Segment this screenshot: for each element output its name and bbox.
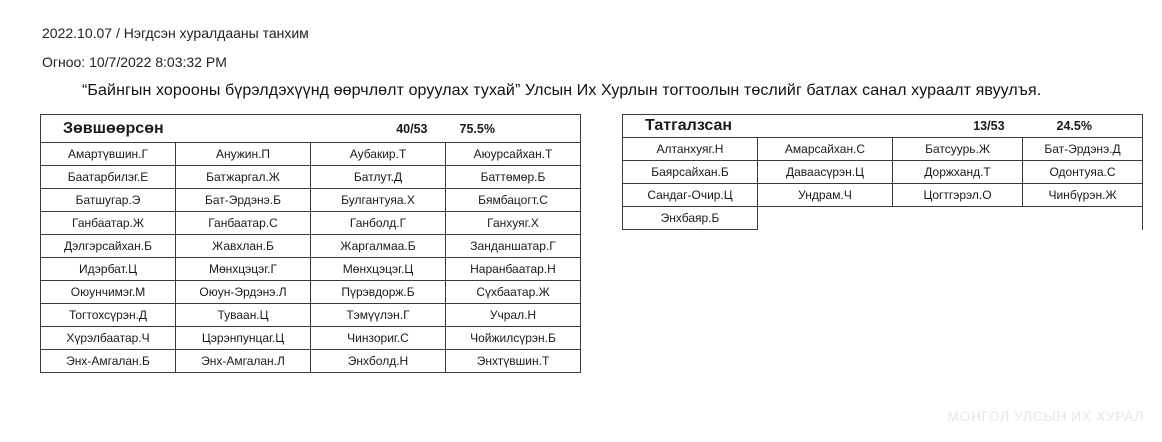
member-name-cell: Сандаг-Очир.Ц — [623, 184, 758, 207]
print-timestamp: Огноо: 10/7/2022 8:03:32 PM — [42, 54, 227, 70]
session-date-place: 2022.10.07 / Нэгдсэн хуралдааны танхим — [42, 25, 309, 41]
member-name-cell: Бямбацогт.С — [446, 189, 581, 212]
reject-count: 13/53 — [893, 115, 1023, 138]
member-name-cell: Мөнхцэцэг.Г — [176, 258, 311, 281]
table-row — [41, 258, 581, 281]
member-name-cell: Аюурсайхан.Т — [446, 143, 581, 166]
member-name-cell: Ганхуяг.Х — [446, 212, 581, 235]
table-row — [41, 304, 581, 327]
member-name-cell: Жаргалмаа.Б — [311, 235, 446, 258]
reject-body — [623, 138, 1143, 230]
table-row — [623, 207, 1143, 230]
member-name-cell: Пүрэвдорж.Б — [311, 281, 446, 304]
reject-percent: 24.5% — [1023, 115, 1143, 138]
member-name-cell: Баярсайхан.Б — [623, 161, 758, 184]
member-name-cell: Жавхлан.Б — [176, 235, 311, 258]
member-name-cell: Оюун-Эрдэнэ.Л — [176, 281, 311, 304]
table-row — [41, 281, 581, 304]
member-name-cell: Хүрэлбаатар.Ч — [41, 327, 176, 350]
member-name-cell: Тэмүүлэн.Г — [311, 304, 446, 327]
table-row — [41, 166, 581, 189]
approve-table — [40, 114, 581, 373]
member-name-cell: Ганболд.Г — [311, 212, 446, 235]
member-name-cell: Энхтүвшин.Т — [446, 350, 581, 373]
member-name-cell: Булгантуяа.Х — [311, 189, 446, 212]
empty-cell — [758, 207, 893, 230]
reject-title: Татгалзсан — [623, 115, 893, 138]
table-row — [41, 327, 581, 350]
member-name-cell: Бат-Эрдэнэ.Д — [1023, 138, 1143, 161]
table-row — [41, 350, 581, 373]
member-name-cell: Ганбаатар.Ж — [41, 212, 176, 235]
member-name-cell: Анужин.П — [176, 143, 311, 166]
approve-body — [41, 143, 581, 373]
member-name-cell: Бат-Эрдэнэ.Б — [176, 189, 311, 212]
member-name-cell: Батсуурь.Ж — [893, 138, 1023, 161]
member-name-cell: Чинзориг.С — [311, 327, 446, 350]
table-row — [623, 161, 1143, 184]
member-name-cell: Энх-Амгалан.Л — [176, 350, 311, 373]
table-row — [41, 143, 581, 166]
member-name-cell: Дэлгэрсайхан.Б — [41, 235, 176, 258]
member-name-cell: Тогтохсүрэн.Д — [41, 304, 176, 327]
approve-header-row — [41, 115, 581, 143]
member-name-cell: Оюунчимэг.М — [41, 281, 176, 304]
member-name-cell: Батжаргал.Ж — [176, 166, 311, 189]
reject-table — [622, 114, 1143, 230]
empty-cell — [893, 207, 1023, 230]
member-name-cell: Одонтуяа.С — [1023, 161, 1143, 184]
member-name-cell: Идэрбат.Ц — [41, 258, 176, 281]
member-name-cell: Цогтгэрэл.О — [893, 184, 1023, 207]
member-name-cell: Туваан.Ц — [176, 304, 311, 327]
member-name-cell: Цэрэнпунцаг.Ц — [176, 327, 311, 350]
approve-percent: 75.5% — [446, 115, 581, 143]
member-name-cell: Сүхбаатар.Ж — [446, 281, 581, 304]
member-name-cell: Учрал.Н — [446, 304, 581, 327]
member-name-cell: Батлут.Д — [311, 166, 446, 189]
member-name-cell: Ундрам.Ч — [758, 184, 893, 207]
member-name-cell: Алтанхуяг.Н — [623, 138, 758, 161]
member-name-cell: Энхболд.Н — [311, 350, 446, 373]
member-name-cell: Баттөмөр.Б — [446, 166, 581, 189]
member-name-cell: Аубакир.Т — [311, 143, 446, 166]
member-name-cell: Наранбаатар.Н — [446, 258, 581, 281]
member-name-cell: Даваасүрэн.Ц — [758, 161, 893, 184]
member-name-cell: Чинбүрэн.Ж — [1023, 184, 1143, 207]
member-name-cell: Амартүвшин.Г — [41, 143, 176, 166]
member-name-cell: Доржханд.Т — [893, 161, 1023, 184]
watermark-text: МОНГОЛ УЛСЫН ИХ ХУРАЛ — [947, 408, 1144, 424]
member-name-cell: Батшугар.Э — [41, 189, 176, 212]
approve-count: 40/53 — [311, 115, 446, 143]
member-name-cell: Ганбаатар.С — [176, 212, 311, 235]
table-row — [41, 212, 581, 235]
resolution-text: “Байнгын хорооны бүрэлдэхүүнд өөрчлөлт оруулах тухай” Улсын Их Хурлын тогтоолын төслийг батлах санал хураалт явуулъя. — [82, 82, 1042, 99]
member-name-cell: Энх-Амгалан.Б — [41, 350, 176, 373]
table-row — [41, 189, 581, 212]
member-name-cell: Амарсайхан.С — [758, 138, 893, 161]
table-row — [623, 184, 1143, 207]
member-name-cell: Энхбаяр.Б — [623, 207, 758, 230]
member-name-cell: Мөнхцэцэг.Ц — [311, 258, 446, 281]
table-row — [623, 138, 1143, 161]
member-name-cell: Чойжилсүрэн.Б — [446, 327, 581, 350]
reject-header-row — [623, 115, 1143, 138]
empty-cell — [1023, 207, 1143, 230]
approve-title: Зөвшөөрсөн — [41, 115, 311, 143]
member-name-cell: Баатарбилэг.Е — [41, 166, 176, 189]
member-name-cell: Занданшатар.Г — [446, 235, 581, 258]
table-row — [41, 235, 581, 258]
